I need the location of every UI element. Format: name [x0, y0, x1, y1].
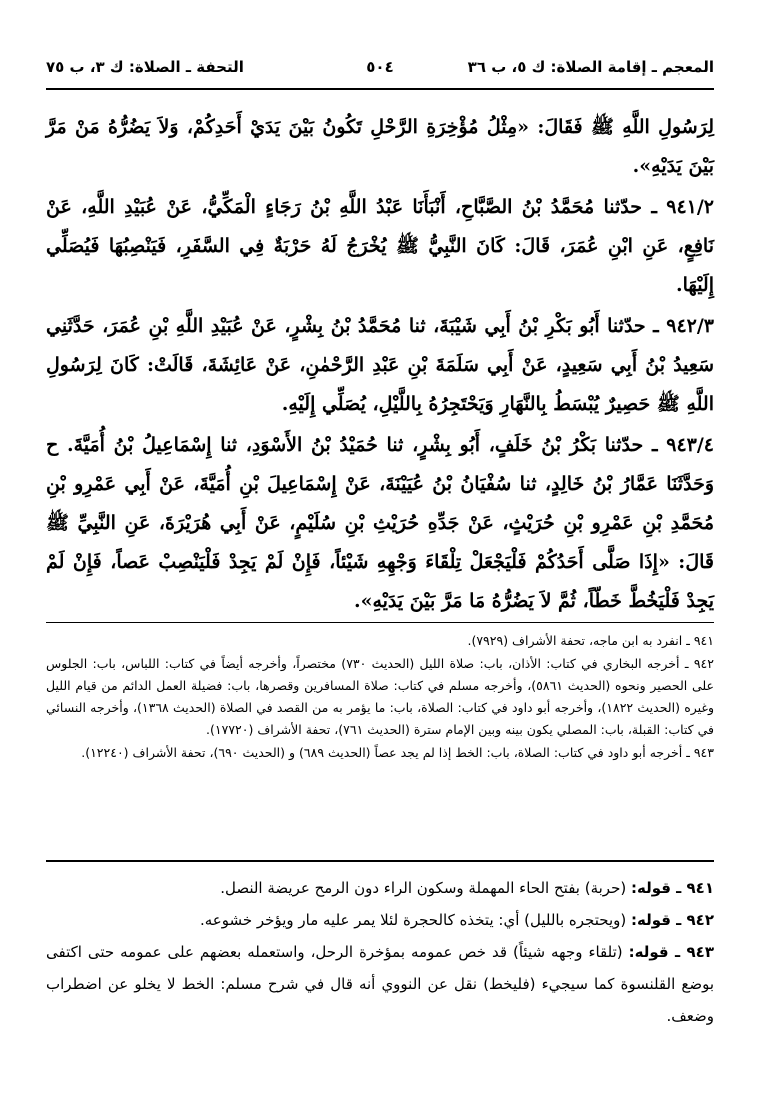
page-header [46, 58, 714, 90]
footnote: ٩٤١ ـ انفرد به ابن ماجه، تحفة الأشراف (٧٩٢٩). [467, 633, 714, 648]
hadith-paragraph: ٩٤١/٢ ـ حدّثنا مُحَمَّدُ بْنُ الصَّبَّاحِ، أَنْبَأَنَا عَبْدُ اللَّهِ بْنُ رَجَاءٍ الْمَكِّيُّ، عَنْ عُبَيْدِ اللَّهِ، عَنْ نَافِعٍ، عَنِ ابْنِ عُمَرَ، قَالَ: كَانَ النَّبِيُّ ﷺ يُخْرَجُ لَهُ حَرْبَةٌ فِي السَّفَرِ، فَيَنْصِبُهَا فَيُصَلِّي إِلَيْهَا. [46, 196, 714, 296]
hadith-paragraph: ٩٤٢/٣ ـ حدّثنا أَبُو بَكْرِ بْنُ أَبِي شَيْبَةَ، ثنا مُحَمَّدُ بْنُ بِشْرٍ، عَنْ عُبَيْدِ اللَّهِ بْنِ عُمَرَ، حَدَّثَنِي سَعِيدُ بْنُ أَبِي سَعِيدٍ، عَنْ أَبِي سَلَمَةَ بْنِ عَبْدِ الرَّحْمٰنِ، عَنْ عَائِشَةَ، قَالَتْ: كَانَ لِرَسُولِ اللَّهِ ﷺ حَصِيرٌ يُبْسَطُ بِالنَّهَارِ وَيَحْتَجِرُهُ بِاللَّيْلِ، يُصَلِّي إِلَيْهِ. [46, 315, 714, 415]
footnote: ٩٤٣ ـ أخرجه أبو داود في كتاب: الصلاة، باب: الخط إذا لم يجد عصاً (الحديث ٦٨٩) و (الحديث ٦٩٠)، تحفة الأشراف (١٢٢٤٠). [81, 745, 714, 760]
hadith-body [46, 108, 714, 623]
hadith-paragraph: لِرَسُولِ اللَّهِ ﷺ فَقَالَ: «مِثْلُ مُؤْخِرَةِ الرَّحْلِ تَكُونُ بَيْنَ يَدَيْ أَحَدِكُمْ، وَلاَ يَضُرُّهُ مَنْ مَرَّ بَيْنَ يَدَيْهِ». [46, 116, 714, 177]
note-text: (ويحتجره بالليل) أي: يتخذه كالحجرة لئلا يمر عليه مار ويؤخر خشوعه. [199, 911, 627, 929]
footnote-divider [46, 622, 714, 623]
takhrij-footnotes [46, 630, 714, 765]
note-label: ٩٤٢ ـ قوله: [631, 911, 714, 929]
header-divider [46, 88, 714, 90]
commentary-notes [46, 872, 714, 1032]
note-text: (حربة) بفتح الحاء المهملة وسكون الراء دون الرمح عريضة النصل. [220, 879, 627, 897]
note [46, 872, 714, 904]
note-label: ٩٤١ ـ قوله: [631, 879, 714, 897]
note [46, 936, 714, 1032]
hadith-paragraph: ٩٤٣/٤ ـ حدّثنا بَكْرُ بْنُ خَلَفٍ، أَبُو بِشْرٍ، ثنا حُمَيْدُ بْنُ الأَسْوَدِ، ثنا إِسْمَاعِيلُ بْنُ أُمَيَّةَ. ح وَحَدَّثَنَا عَمَّارُ بْنُ خَالِدٍ، ثنا سُفْيَانُ بْنُ عُيَيْنَةَ، عَنْ إِسْمَاعِيلَ بْنِ أُمَيَّةَ، عَنْ أَبِي عَمْرِو بْنِ مُحَمَّدِ بْنِ عَمْرِو بْنِ حُرَيْثٍ، عَنْ جَدِّهِ حُرَيْثِ بْنِ سُلَيْمٍ، عَنْ أَبِي هُرَيْرَةَ، عَنِ النَّبِيِّ ﷺ قَالَ: «إِذَا صَلَّى أَحَدُكُمْ فَلْيَجْعَلْ تِلْقَاءَ وَجْهِهِ شَيْئاً، فَإِنْ لَمْ يَجِدْ فَلْيَنْصِبْ عَصاً، فَإِنْ لَمْ يَجِدْ فَلْيَخُطَّ خَطّاً، ثُمَّ لاَ يَضُرُّهُ مَا مَرَّ بَيْنَ يَدَيْهِ». [46, 434, 714, 612]
header-right-reference: المعجم ـ إقامة الصلاة: ك ٥، ب ٣٦ [467, 58, 714, 76]
note-label: ٩٤٣ ـ قوله: [628, 943, 714, 961]
note [46, 904, 714, 936]
notes-divider [46, 860, 714, 862]
footnote: ٩٤٢ ـ أخرجه البخاري في كتاب: الأذان، باب: صلاة الليل (الحديث ٧٣٠) مختصراً، وأخرجه أيضاً في كتاب: اللباس، باب: الجلوس على الحصير ونحوه (الحديث ٥٨٦١)، وأخرجه مسلم في كتاب: صلاة المسافرين وقصرها، باب: فضيلة العمل الدائم من قيام الليل وغيره (الحديث ١٨٢٢)، وأخرجه أبو داود في كتاب: الصلاة، باب: ما يؤمر به من القصد في الصلاة (الحديث ١٣٦٨)، وأخرجه النسائي في كتاب: القبلة، باب: المصلي يكون بينه وبين الإمام سترة (الحديث ٧٦١)، تحفة الأشراف (١٧٧٢٠). [46, 656, 714, 737]
note-text: (تلقاء وجهه شيئاً) قد خص عمومه بمؤخرة الرحل، واستعمله بعضهم على عمومه حتى اكتفى بوضع القلنسوة كما سيجيء (فليخط) نقل عن النووي أنه قال في شرح مسلم: الخط لا يخلو عن اضطراب وضعف. [46, 943, 714, 1025]
header-left-reference: التحفة ـ الصلاة: ك ٣، ب ٧٥ [46, 58, 244, 76]
page-number: ٥٠٤ [366, 58, 394, 76]
